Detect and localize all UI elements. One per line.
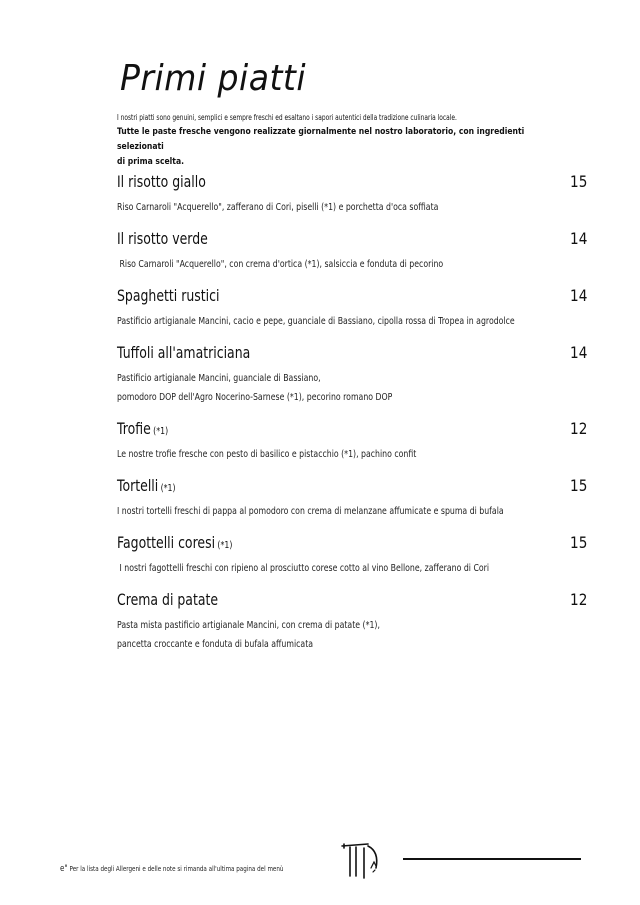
dish-name: Fagottelli coresi (*1)	[117, 533, 233, 552]
menu-item	[117, 533, 587, 578]
menu-item	[117, 343, 587, 407]
intro-line-bold: Tutte le paste fresche vengono realizzate giornalmente nel nostro laboratorio, con ingredienti selezionati	[117, 127, 525, 152]
allergen-note: (*1)	[160, 483, 176, 494]
dish-price: 15	[569, 476, 587, 495]
restaurant-logo-icon	[338, 838, 386, 880]
intro-line: I nostri piatti sono genuini, semplici e sempre freschi ed esaltano i sapori autentici della tradizione culinaria locale.	[117, 113, 457, 122]
allergen-note: (*1)	[153, 426, 169, 437]
menu-item	[117, 229, 587, 274]
dish-price: 14	[569, 343, 587, 362]
menu-item	[117, 419, 587, 464]
dish-price: 14	[569, 229, 587, 248]
dish-description: Pastificio artigianale Mancini, guanciale di Bassiano,	[117, 373, 321, 384]
dish-price: 14	[569, 286, 587, 305]
menu-item	[117, 172, 587, 217]
allergen-footnote	[60, 864, 283, 874]
dish-price: 15	[569, 533, 587, 552]
intro-line-bold: di prima scelta.	[117, 157, 185, 167]
dish-price: 12	[569, 419, 587, 438]
dish-description: Pastificio artigianale Mancini, cacio e pepe, guanciale di Bassiano, cipolla rossa di Tropea in agrodolce	[117, 316, 515, 327]
menu-item	[117, 590, 587, 654]
dish-description: Le nostre trofie fresche con pesto di basilico e pistacchio (*1), pachino confit	[117, 449, 417, 460]
dish-name: Tortelli (*1)	[117, 476, 176, 495]
dish-description: Riso Carnaroli "Acquerello", con crema d'ortica (*1), salsiccia e fonduta di pecorino	[117, 259, 444, 270]
footer-divider	[403, 858, 581, 860]
menu-item	[117, 286, 587, 331]
dish-name: Crema di patate	[117, 590, 219, 609]
dish-description: I nostri fagottelli freschi con ripieno al prosciutto corese cotto al vino Bellone, zafferano di Cori	[117, 563, 490, 574]
menu-item	[117, 476, 587, 521]
page-title: Primi piatti	[120, 58, 306, 99]
dish-description: I nostri tortelli freschi di pappa al pomodoro con crema di melanzane affumicate e spuma di bufala	[117, 506, 504, 517]
dish-description: pomodoro DOP dell'Agro Nocerino-Sarnese (*1), pecorino romano DOP	[117, 392, 393, 403]
footnote-mark: e"	[60, 864, 68, 874]
dish-name: Il risotto verde	[117, 229, 208, 248]
dish-description: Pasta mista pastificio artigianale Mancini, con crema di patate (*1),	[117, 620, 380, 631]
intro-text	[117, 110, 547, 170]
dish-description: pancetta croccante e fonduta di bufala affumicata	[117, 639, 314, 650]
dish-name: Tuffoli all'amatriciana	[117, 343, 251, 362]
dish-name: Il risotto giallo	[117, 172, 206, 191]
allergen-note: (*1)	[217, 540, 233, 551]
dish-price: 15	[569, 172, 587, 191]
footnote-text: Per la lista degli Allergeni e delle note si rimanda all'ultima pagina del menù	[69, 865, 284, 873]
dish-name: Trofie (*1)	[117, 419, 169, 438]
dish-price: 12	[569, 590, 587, 609]
dish-description: Riso Carnaroli "Acquerello", zafferano di Cori, piselli (*1) e porchetta d'oca soffiata	[117, 202, 439, 213]
dish-name: Spaghetti rustici	[117, 286, 220, 305]
